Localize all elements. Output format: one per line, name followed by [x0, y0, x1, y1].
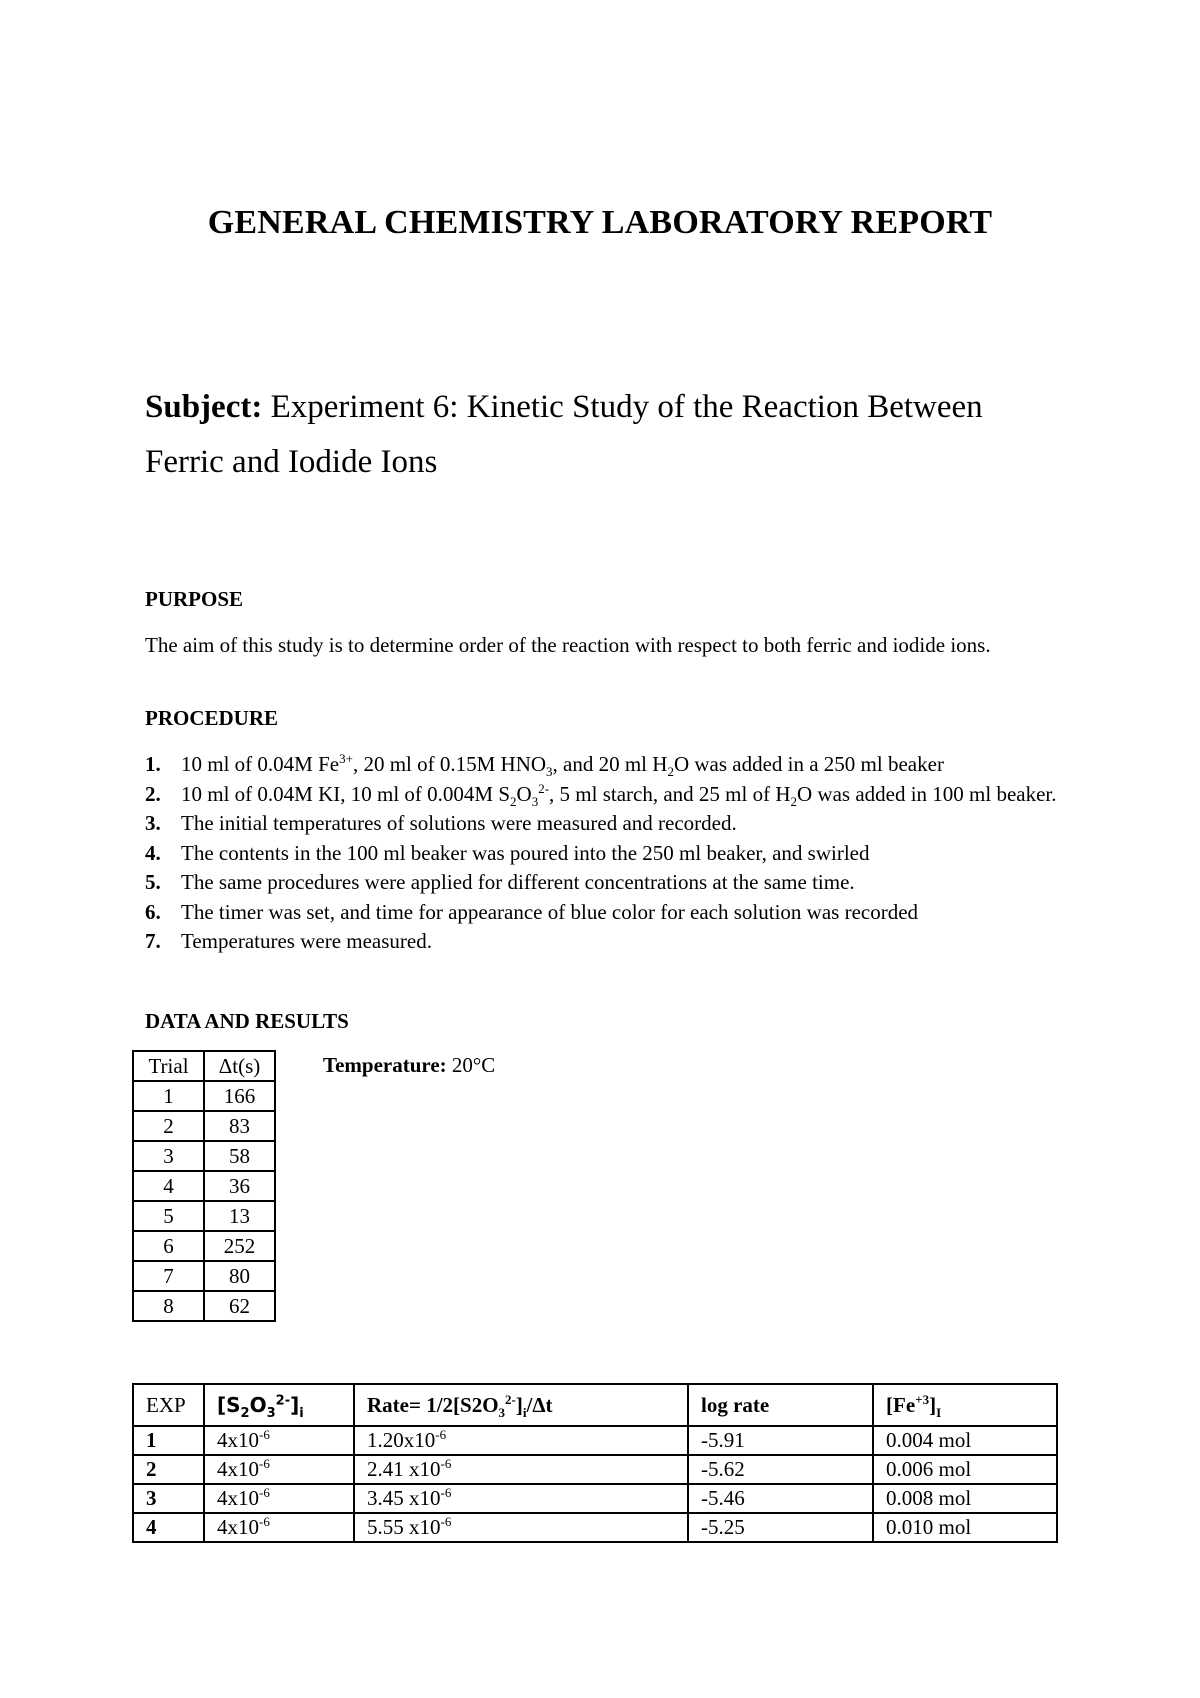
step-number: 5. [145, 870, 161, 894]
subject-label: Subject: [145, 389, 263, 425]
subject-text: Experiment 6: Kinetic Study of the Reaction Between Ferric and Iodide Ions [145, 389, 983, 480]
procedure-step: 7. Temperatures were measured. [145, 927, 1080, 957]
trial-cell: 4 [133, 1171, 204, 1201]
step-number: 3. [145, 811, 161, 835]
trial-table [132, 1050, 276, 1322]
delta-t-cell: 83 [204, 1111, 275, 1141]
table-row [133, 1111, 275, 1141]
trial-cell: 6 [133, 1231, 204, 1261]
temperature-value: 20°C [451, 1053, 496, 1077]
trial-cell: 2 [133, 1111, 204, 1141]
table-row [133, 1261, 275, 1291]
trial-cell: 3 [133, 1141, 204, 1171]
procedure-step: 1. 10 ml of 0.04M $Fe^{3+}$, 20 ml of 0.15M $HNO_3$, and 20 ml $H_2O$ was added in a 250 ml beaker [145, 751, 944, 780]
procedure-step: 6. The timer was set, and time for appearance of blue color for each solution was recorded [145, 898, 1080, 928]
delta-t-header: Δt(s) [204, 1051, 275, 1081]
table-header-row [133, 1051, 275, 1081]
trial-cell: 8 [133, 1291, 204, 1321]
table-row [133, 1081, 275, 1111]
step-number: 6. [145, 899, 161, 924]
temperature-label: Temperature: [323, 1053, 447, 1077]
fe-cell: 0.004 mol [873, 1426, 1057, 1455]
rate-cell: 3.45 $x10^{-6}$ [354, 1484, 688, 1513]
table-row [133, 1171, 275, 1201]
rate-cell: 5.55 $x10^{-6}$ [354, 1513, 688, 1542]
s2o3-cell: $4x10^{-6}$ [204, 1455, 354, 1484]
trial-cell: 7 [133, 1261, 204, 1291]
s2o3-cell: $4x10^{-6}$ [204, 1513, 354, 1542]
fe-header: $[Fe^{+3}]_I$ [873, 1384, 1057, 1426]
procedure-step: 5. The same procedures were applied for different concentrations at the same time. [145, 868, 1080, 898]
table-header-row [133, 1384, 1057, 1426]
exp-cell: 4 [133, 1513, 204, 1542]
delta-t-cell: 166 [204, 1081, 275, 1111]
fe-cell: 0.008 mol [873, 1484, 1057, 1513]
step-number: 2. [145, 781, 161, 806]
log-rate-cell: -5.91 [688, 1426, 873, 1455]
s2o3-header: $[S_2O_3^{2-}]_i$ [204, 1384, 354, 1426]
step-number: 1. [145, 752, 161, 776]
rate-cell: 2.41 $x10^{-6}$ [354, 1455, 688, 1484]
log-rate-cell: -5.25 [688, 1513, 873, 1542]
table-row [133, 1426, 1057, 1455]
procedure-step: 4. The contents in the 100 ml beaker was poured into the 250 ml beaker, and swirled [145, 839, 1080, 869]
table-row [133, 1141, 275, 1171]
procedure-list [145, 750, 1080, 957]
table-row [133, 1201, 275, 1231]
table-row [133, 1231, 275, 1261]
trial-cell: 1 [133, 1081, 204, 1111]
rate-cell: $1.20x10^{-6}$ [354, 1426, 688, 1455]
fe-cell: 0.010 mol [873, 1513, 1057, 1542]
step-number: 4. [145, 840, 161, 865]
step-number: 7. [145, 929, 161, 953]
report-title: GENERAL CHEMISTRY LABORATORY REPORT [207, 204, 993, 241]
s2o3-cell: $4x10^{-6}$ [204, 1426, 354, 1455]
table-row [133, 1513, 1057, 1542]
rate-header: Rate= $1/2[S2O_3^{2-}]_i/\Delta t$ [354, 1384, 688, 1426]
s2o3-cell: $4x10^{-6}$ [204, 1484, 354, 1513]
procedure-heading: PROCEDURE [145, 706, 279, 730]
log-rate-cell: -5.62 [688, 1455, 873, 1484]
temperature-line [323, 1053, 495, 1078]
experiment-table [132, 1383, 1058, 1543]
procedure-step: 3. The initial temperatures of solutions were measured and recorded. [145, 809, 1080, 839]
fe-cell: 0.006 mol [873, 1455, 1057, 1484]
trial-cell: 5 [133, 1201, 204, 1231]
delta-t-cell: 58 [204, 1141, 275, 1171]
log-rate-cell: -5.46 [688, 1484, 873, 1513]
procedure-step: 2. 10 ml of 0.04M KI, 10 ml of 0.004M $S_2O_3^{2-}$, 5 ml starch, and 25 ml of $H_2O$ was added in 100 ml beaker. [145, 780, 1057, 809]
delta-t-cell: 252 [204, 1231, 275, 1261]
subject-line [145, 380, 1065, 490]
purpose-text: The aim of this study is to determine order of the reaction with respect to both ferric and iodide ions. [145, 633, 991, 657]
exp-header: EXP [133, 1384, 204, 1426]
exp-cell: 2 [133, 1455, 204, 1484]
data-results-heading: DATA AND RESULTS [145, 1009, 349, 1033]
trial-header: Trial [133, 1051, 204, 1081]
exp-cell: 1 [133, 1426, 204, 1455]
delta-t-cell: 36 [204, 1171, 275, 1201]
delta-t-cell: 62 [204, 1291, 275, 1321]
table-row [133, 1291, 275, 1321]
exp-cell: 3 [133, 1484, 204, 1513]
purpose-heading: PURPOSE [145, 587, 244, 611]
delta-t-cell: 13 [204, 1201, 275, 1231]
table-row [133, 1455, 1057, 1484]
log-rate-header: log rate [688, 1384, 873, 1426]
delta-t-cell: 80 [204, 1261, 275, 1291]
table-row [133, 1484, 1057, 1513]
